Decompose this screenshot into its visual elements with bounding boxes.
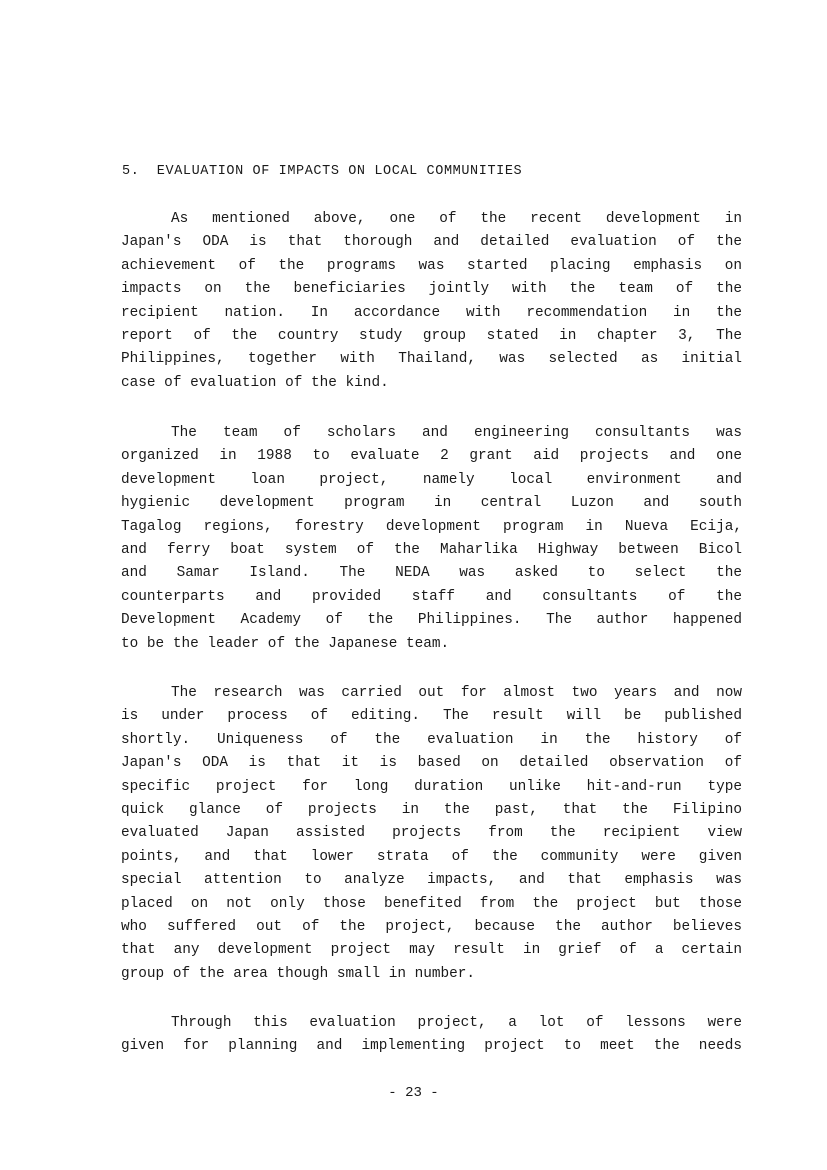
text-line: and ferry boat system of the Maharlika Highway between Bicol xyxy=(121,541,742,558)
text-line: Japan's ODA is that it is based on detailed observation of xyxy=(121,755,742,772)
paragraph-1 xyxy=(121,208,742,395)
text-line: special attention to analyze impacts, and that emphasis was xyxy=(121,872,742,889)
page-number: - 23 - xyxy=(388,1085,439,1101)
text-line: given for planning and implementing project to meet the needs xyxy=(121,1038,742,1055)
text-line: shortly. Uniqueness of the evaluation in the history of xyxy=(121,731,742,748)
text-line: organized in 1988 to evaluate 2 grant aid projects and one xyxy=(121,448,742,465)
text-line: impacts on the beneficiaries jointly with the team of the xyxy=(121,281,742,298)
text-line: group of the area though small in number. xyxy=(121,965,476,982)
section-heading: 5. EVALUATION OF IMPACTS ON LOCAL COMMUNITIES xyxy=(122,164,523,179)
text-line: Tagalog regions, forestry development program in Nueva Ecija, xyxy=(121,518,742,535)
text-line: recipient nation. In accordance with recommendation in the xyxy=(121,304,742,321)
text-line: The team of scholars and engineering consultants was xyxy=(171,425,742,441)
text-line: The research was carried out for almost two years and now xyxy=(171,685,742,701)
paragraph-4 xyxy=(121,1012,742,1059)
text-line: development loan project, namely local environment and xyxy=(121,471,742,488)
text-line: achievement of the programs was started placing emphasis on xyxy=(121,257,742,274)
text-line: counterparts and provided staff and consultants of the xyxy=(121,588,742,605)
text-line: to be the leader of the Japanese team. xyxy=(121,635,450,652)
text-line: who suffered out of the project, because the author believes xyxy=(121,918,742,935)
text-line: evaluated Japan assisted projects from the recipient view xyxy=(121,825,742,842)
text-line: is under process of editing. The result will be published xyxy=(121,708,742,725)
text-line: case of evaluation of the kind. xyxy=(121,374,389,391)
text-line: and Samar Island. The NEDA was asked to select the xyxy=(121,565,742,582)
text-line: report of the country study group stated in chapter 3, The xyxy=(121,327,742,344)
text-line: Development Academy of the Philippines. The author happened xyxy=(121,612,742,629)
text-line: Japan's ODA is that thorough and detailed evaluation of the xyxy=(121,234,742,251)
text-line: points, and that lower strata of the community were given xyxy=(121,848,742,865)
text-line: Through this evaluation project, a lot of lessons were xyxy=(171,1015,742,1031)
text-line: that any development project may result in grief of a certain xyxy=(121,942,742,959)
text-line: hygienic development program in central Luzon and south xyxy=(121,495,742,512)
text-line: As mentioned above, one of the recent development in xyxy=(171,211,742,227)
paragraph-3 xyxy=(121,682,742,986)
text-line: placed on not only those benefited from the project but those xyxy=(121,895,742,912)
paragraph-2 xyxy=(121,422,742,656)
text-line: Philippines, together with Thailand, was selected as initial xyxy=(121,351,742,368)
text-line: quick glance of projects in the past, that the Filipino xyxy=(121,801,742,818)
text-line: specific project for long duration unlike hit-and-run type xyxy=(121,778,742,795)
